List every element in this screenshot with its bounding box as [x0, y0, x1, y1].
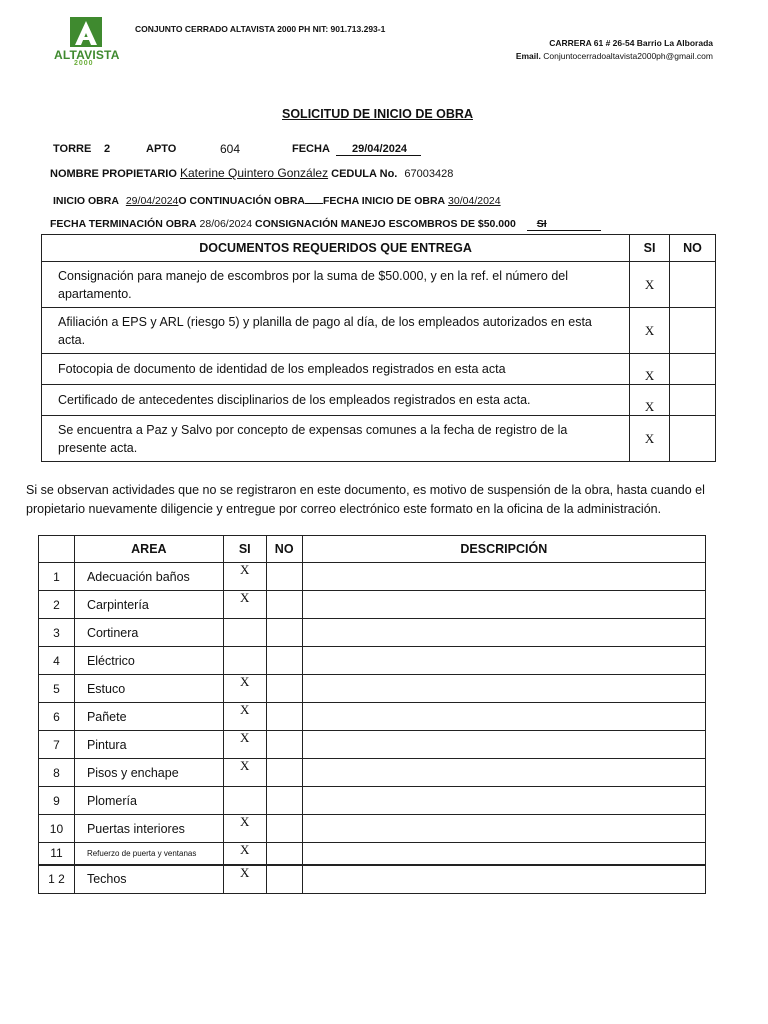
- area-si-mark[interactable]: X: [223, 703, 266, 731]
- area-number: 1 2: [39, 865, 75, 894]
- area-row: [39, 675, 706, 703]
- areas-no-header: NO: [266, 536, 302, 563]
- area-no-mark[interactable]: [266, 563, 302, 591]
- area-number: 7: [39, 731, 75, 759]
- area-description[interactable]: [302, 843, 705, 865]
- email-value: Conjuntocerradoaltavista2000ph@gmail.com: [543, 51, 713, 61]
- consignacion-value: SI: [527, 218, 601, 231]
- area-row: [39, 759, 706, 787]
- area-row: [39, 647, 706, 675]
- area-description[interactable]: [302, 563, 705, 591]
- area-number: 1: [39, 563, 75, 591]
- area-description[interactable]: [302, 675, 705, 703]
- area-description[interactable]: [302, 815, 705, 843]
- area-no-mark[interactable]: [266, 675, 302, 703]
- area-name: Techos: [74, 865, 223, 894]
- area-no-mark[interactable]: [266, 591, 302, 619]
- fecha-label: FECHA: [292, 143, 330, 155]
- terminacion-line: [50, 218, 601, 231]
- areas-num-header: [39, 536, 75, 563]
- area-row: [39, 815, 706, 843]
- areas-header-row: [39, 536, 706, 563]
- area-description[interactable]: [302, 759, 705, 787]
- area-number: 10: [39, 815, 75, 843]
- fecha-inicio-label: FECHA INICIO DE OBRA: [323, 195, 446, 207]
- document-si-mark[interactable]: X: [630, 262, 670, 308]
- area-no-mark[interactable]: [266, 843, 302, 865]
- area-description[interactable]: [302, 619, 705, 647]
- documents-no-header: NO: [670, 235, 716, 262]
- document-si-mark[interactable]: X: [630, 416, 670, 462]
- area-number: 4: [39, 647, 75, 675]
- page-title: SOLICITUD DE INICIO DE OBRA: [282, 107, 473, 121]
- areas-si-header: SI: [223, 536, 266, 563]
- area-name: Plomería: [74, 787, 223, 815]
- document-row: [42, 416, 716, 462]
- document-si-mark[interactable]: X: [630, 354, 670, 385]
- area-si-mark[interactable]: X: [223, 563, 266, 591]
- area-number: 9: [39, 787, 75, 815]
- area-no-mark[interactable]: [266, 619, 302, 647]
- documents-table: [41, 234, 716, 462]
- area-no-mark[interactable]: [266, 703, 302, 731]
- area-si-mark[interactable]: X: [223, 731, 266, 759]
- area-no-mark[interactable]: [266, 731, 302, 759]
- cedula-value: 67003428: [404, 168, 454, 180]
- document-no-mark[interactable]: [670, 308, 716, 354]
- area-si-mark[interactable]: X: [223, 815, 266, 843]
- area-si-mark[interactable]: X: [223, 843, 266, 865]
- torre-label: TORRE: [53, 143, 92, 155]
- terminacion-label: FECHA TERMINACIÓN OBRA: [50, 218, 197, 230]
- document-no-mark[interactable]: [670, 416, 716, 462]
- area-row: [39, 591, 706, 619]
- document-text: Fotocopia de documento de identidad de los empleados registrados en esta acta: [42, 354, 630, 385]
- area-si-mark[interactable]: [223, 787, 266, 815]
- area-no-mark[interactable]: [266, 787, 302, 815]
- areas-area-header: AREA: [74, 536, 223, 563]
- document-text: Afiliación a EPS y ARL (riesgo 5) y planilla de pago al día, de los empleados autorizados en esta acta.: [42, 308, 630, 354]
- document-no-mark[interactable]: [670, 262, 716, 308]
- area-row: [39, 703, 706, 731]
- area-number: 11: [39, 843, 75, 865]
- torre-value: 2: [104, 143, 111, 155]
- area-no-mark[interactable]: [266, 647, 302, 675]
- areas-table: [38, 535, 706, 894]
- area-description[interactable]: [302, 731, 705, 759]
- org-name: CONJUNTO CERRADO ALTAVISTA 2000 PH NIT: 901.713.293-1: [135, 24, 386, 34]
- area-number: 2: [39, 591, 75, 619]
- area-no-mark[interactable]: [266, 865, 302, 894]
- owner-label: NOMBRE PROPIETARIO: [50, 168, 177, 180]
- org-address: CARRERA 61 # 26-54 Barrio La Alborada: [549, 38, 713, 48]
- owner-line: [50, 166, 453, 180]
- document-no-mark[interactable]: [670, 385, 716, 416]
- area-row: [39, 787, 706, 815]
- area-name: Eléctrico: [74, 647, 223, 675]
- documents-header-row: [42, 235, 716, 262]
- area-number: 8: [39, 759, 75, 787]
- continuacion-blank: [305, 203, 323, 204]
- area-name: Pintura: [74, 731, 223, 759]
- document-text: Certificado de antecedentes disciplinarios de los empleados registrados en esta acta.: [42, 385, 630, 416]
- apto-value: 604: [220, 142, 241, 156]
- document-no-mark[interactable]: [670, 354, 716, 385]
- apto-label: APTO: [146, 143, 177, 155]
- document-row: [42, 308, 716, 354]
- fecha-inicio-value: 30/04/2024: [448, 195, 501, 207]
- area-name: Carpintería: [74, 591, 223, 619]
- logo-name: ALTAVISTA: [54, 48, 120, 62]
- area-description[interactable]: [302, 703, 705, 731]
- document-row: [42, 385, 716, 416]
- area-no-mark[interactable]: [266, 759, 302, 787]
- area-si-mark[interactable]: X: [223, 675, 266, 703]
- area-name: Refuerzo de puerta y ventanas: [74, 843, 223, 865]
- area-description[interactable]: [302, 787, 705, 815]
- areas-description-header: DESCRIPCIÓN: [302, 536, 705, 563]
- area-row: [39, 731, 706, 759]
- area-row: [39, 619, 706, 647]
- document-text: Se encuentra a Paz y Salvo por concepto de expensas comunes a la fecha de registro de la presente acta.: [42, 416, 630, 462]
- area-name: Estuco: [74, 675, 223, 703]
- suspension-notice: Si se observan actividades que no se registraron en este documento, es motivo de suspensión de la obra, hasta cuando el propietario nuevamente diligencie y entregue por correo electrónico este formato en la oficina de la administración.: [26, 483, 705, 516]
- area-si-mark[interactable]: [223, 619, 266, 647]
- terminacion-value: 28/06/2024: [199, 218, 253, 230]
- document-si-mark[interactable]: X: [630, 308, 670, 354]
- area-description[interactable]: [302, 647, 705, 675]
- documents-header: DOCUMENTOS REQUERIDOS QUE ENTREGA: [42, 235, 630, 262]
- altavista-logo-icon: [70, 17, 102, 47]
- area-description[interactable]: [302, 591, 705, 619]
- area-si-mark[interactable]: X: [223, 591, 266, 619]
- area-name: Puertas interiores: [74, 815, 223, 843]
- area-si-mark[interactable]: X: [223, 865, 266, 894]
- fecha-value: 29/04/2024: [336, 143, 421, 156]
- email-label: Email.: [515, 51, 541, 61]
- consignacion-label: CONSIGNACIÓN MANEJO ESCOMBROS DE $50.000: [255, 218, 516, 230]
- org-email-line: [516, 51, 713, 61]
- area-si-mark[interactable]: X: [223, 759, 266, 787]
- logo-year: 2000: [74, 60, 94, 67]
- document-si-mark[interactable]: X: [630, 385, 670, 416]
- continuacion-label: O CONTINUACIÓN OBRA: [178, 195, 305, 207]
- area-name: Cortinera: [74, 619, 223, 647]
- inicio-line: [53, 195, 501, 207]
- area-row: [39, 563, 706, 591]
- area-description[interactable]: [302, 865, 705, 894]
- area-name: Pisos y enchape: [74, 759, 223, 787]
- area-number: 6: [39, 703, 75, 731]
- area-name: Adecuación baños: [74, 563, 223, 591]
- document-text: Consignación para manejo de escombros por la suma de $50.000, y en la ref. el número del apartamento.: [42, 262, 630, 308]
- area-name: Pañete: [74, 703, 223, 731]
- area-si-mark[interactable]: [223, 647, 266, 675]
- documents-si-header: SI: [630, 235, 670, 262]
- document-row: [42, 262, 716, 308]
- cedula-label: CEDULA No.: [331, 168, 398, 180]
- area-number: 5: [39, 675, 75, 703]
- area-row: [39, 865, 706, 894]
- area-row: [39, 843, 706, 865]
- inicio-label: INICIO OBRA: [53, 195, 119, 207]
- area-number: 3: [39, 619, 75, 647]
- area-no-mark[interactable]: [266, 815, 302, 843]
- inicio-value: 29/04/2024: [125, 195, 179, 207]
- owner-value: Katerine Quintero González: [179, 166, 329, 180]
- document-row: [42, 354, 716, 385]
